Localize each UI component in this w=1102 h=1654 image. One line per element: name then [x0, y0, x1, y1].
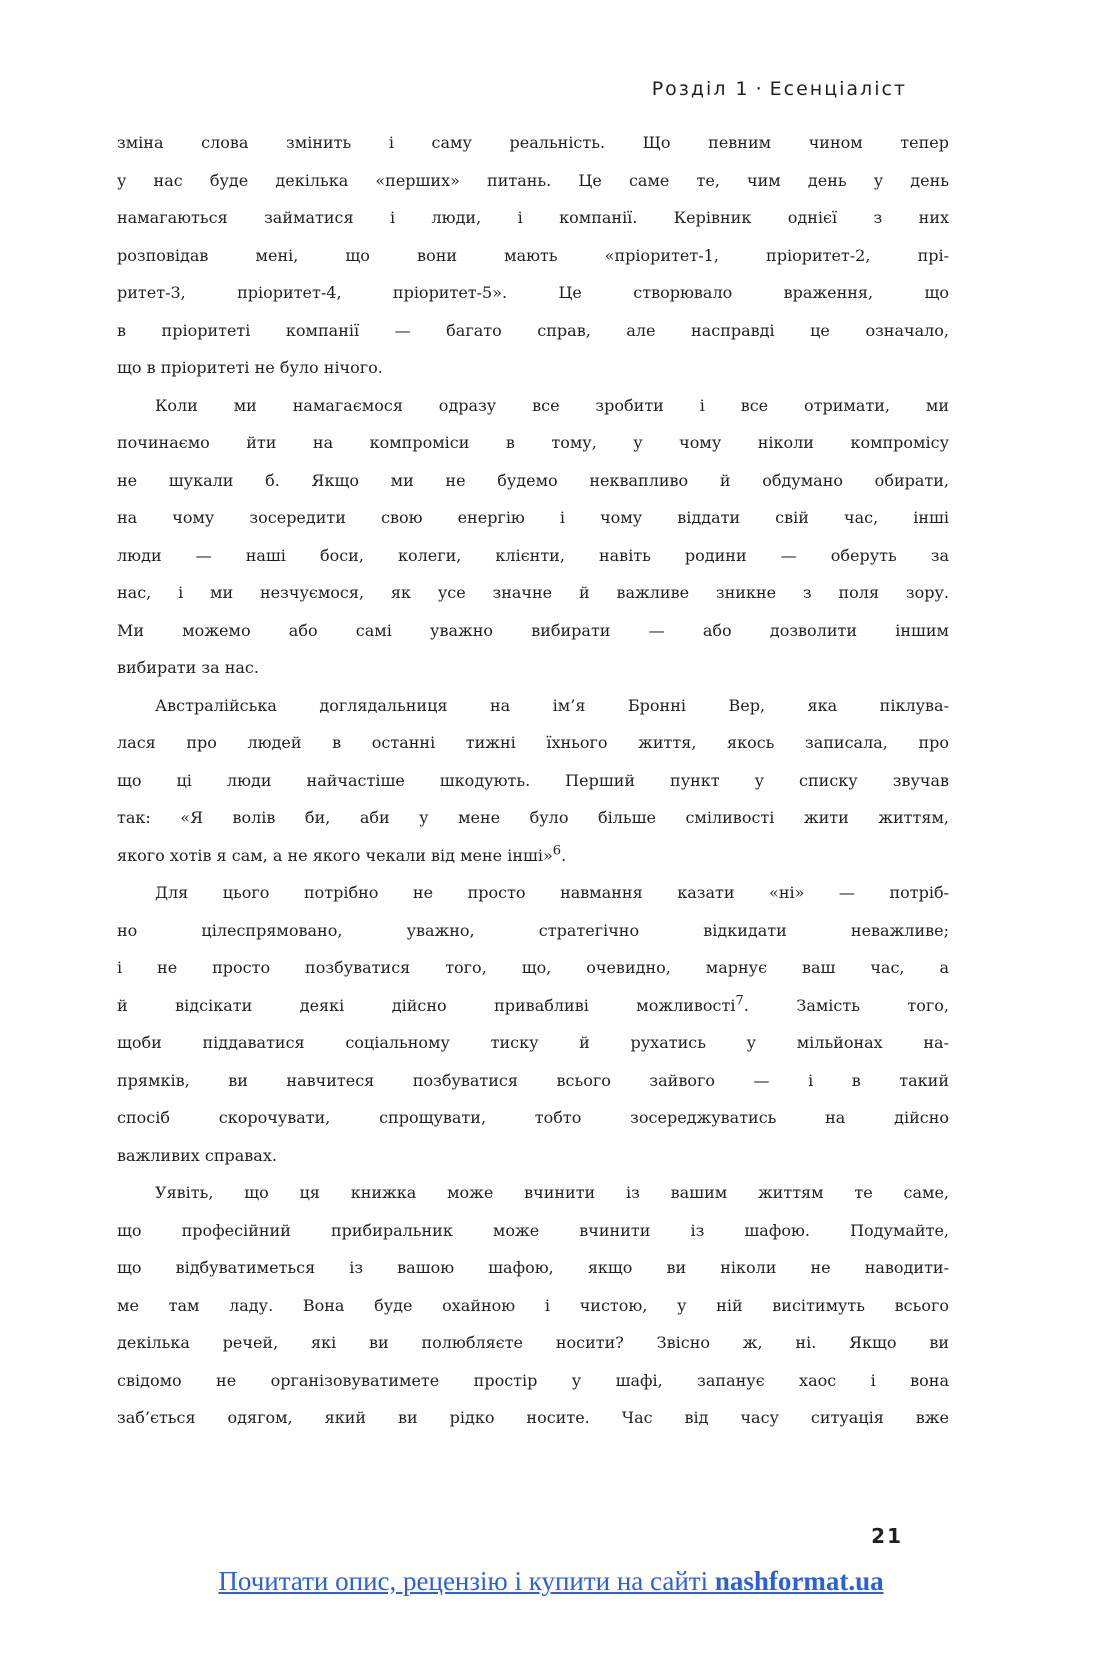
running-head: [652, 78, 907, 100]
text-line: на чому зосередити свою енергію і чому віддати свій час, інші: [117, 508, 949, 527]
text-line: Ми можемо або самі уважно вибирати — або дозволити іншим: [117, 620, 949, 640]
text-line: у нас буде декілька «перших» питань. Це саме те, чим день у день: [117, 170, 949, 190]
text-line: розповідав мені, що вони мають «пріоритет-1, пріоритет-2, прі-: [117, 245, 949, 265]
text-line: нас, і ми незчуємося, як усе значне й важливе зникне з поля зору.: [117, 583, 949, 602]
text-line: що ці люди найчастіше шкодують. Перший пункт у списку звучав: [117, 770, 949, 790]
text-line: ритет-3, пріоритет-4, пріоритет-5». Це створювало враження, що: [117, 283, 949, 302]
buy-link-site[interactable]: nashformat.ua: [714, 1566, 884, 1596]
footnote-ref-7[interactable]: 7: [735, 993, 744, 1009]
text-line: Уявіть, що ця книжка може вчинити із вашим життям те саме,: [155, 1183, 949, 1202]
text-line: важливих справах.: [117, 1145, 277, 1165]
text-line: зміна слова змінить і саму реальність. Що певним чином тепер: [117, 133, 949, 152]
text-line: що професійний прибиральник може вчинити із шафою. Подумайте,: [117, 1220, 949, 1240]
chapter-title: Есенціаліст: [769, 78, 907, 100]
text-line: і не просто позбуватися того, що, очевидно, марнує ваш час, а: [117, 958, 949, 977]
line-end-text: . Замість того,: [743, 995, 950, 1015]
chapter-label: Розділ 1: [651, 78, 750, 100]
buy-link[interactable]: [0, 1566, 1102, 1597]
text-line-text: й відсікати деякі дійсно привабливі можливості: [117, 995, 736, 1015]
text-line: спосіб скорочувати, спрощувати, тобто зосереджуватись на дійсно: [117, 1108, 949, 1127]
text-line: Австралійська доглядальниця на ім’я Бронні Вер, яка піклува-: [155, 695, 949, 715]
text-line: люди — наші боси, колеги, клієнти, навіть родини — оберуть за: [117, 545, 949, 565]
text-line-text: якого хотів я сам, а не якого чекали від мене інші»: [117, 845, 553, 865]
text-line: декілька речей, які ви полюбляєте носити? Звісно ж, ні. Якщо ви: [117, 1333, 949, 1352]
text-line: вибирати за нас.: [117, 658, 259, 677]
text-line: свідомо не організовуватимете простір у шафі, запанує хаос і вона: [117, 1370, 949, 1390]
text-line: що в пріоритеті не було нічого.: [117, 358, 383, 377]
text-line: щоби піддаватися соціальному тиску й рухатись у мільйонах на-: [117, 1033, 949, 1052]
text-line: Коли ми намагаємося одразу все зробити і все отримати, ми: [155, 395, 949, 415]
text-line: намагаються займатися і люди, і компанії. Керівник однієї з них: [117, 208, 949, 227]
text-line: не шукали б. Якщо ми не будемо неквапливо й обдумано обирати,: [117, 470, 949, 490]
page-number: 21: [871, 1524, 903, 1548]
text-line: ме там ладу. Вона буде охайною і чистою, у ній висітимуть всього: [117, 1295, 949, 1315]
text-line-with-footnote: [117, 843, 949, 884]
text-line: но цілеспрямовано, уважно, стратегічно відкидати неважливе;: [117, 920, 949, 940]
text-line: лася про людей в останні тижні їхнього життя, якось записала, про: [117, 733, 949, 752]
text-line: що відбуватиметься із вашою шафою, якщо ви ніколи не наводити-: [117, 1258, 949, 1277]
line-end-punct: .: [561, 845, 567, 865]
text-line: прямків, ви навчитеся позбуватися всього зайвого — і в такий: [117, 1070, 949, 1090]
footnote-ref-6[interactable]: 6: [552, 843, 562, 859]
text-line: в пріоритеті компанії — багато справ, але насправді це означало,: [117, 320, 949, 340]
text-line-with-footnote: [117, 993, 950, 1034]
text-line: заб’ється одягом, який ви рідко носите. Час від часу ситуація вже: [117, 1408, 949, 1427]
header-separator: ·: [755, 78, 764, 100]
text-line: Для цього потрібно не просто навмання казати «ні» — потріб-: [155, 883, 949, 902]
text-line: так: «Я волів би, аби у мене було більше сміливості жити життям,: [117, 808, 949, 827]
body-text: [117, 133, 949, 1446]
buy-link-text[interactable]: Почитати опис, рецензію і купити на сайті: [218, 1566, 715, 1596]
text-line: починаємо йти на компроміси в тому, у чому ніколи компромісу: [117, 433, 949, 452]
